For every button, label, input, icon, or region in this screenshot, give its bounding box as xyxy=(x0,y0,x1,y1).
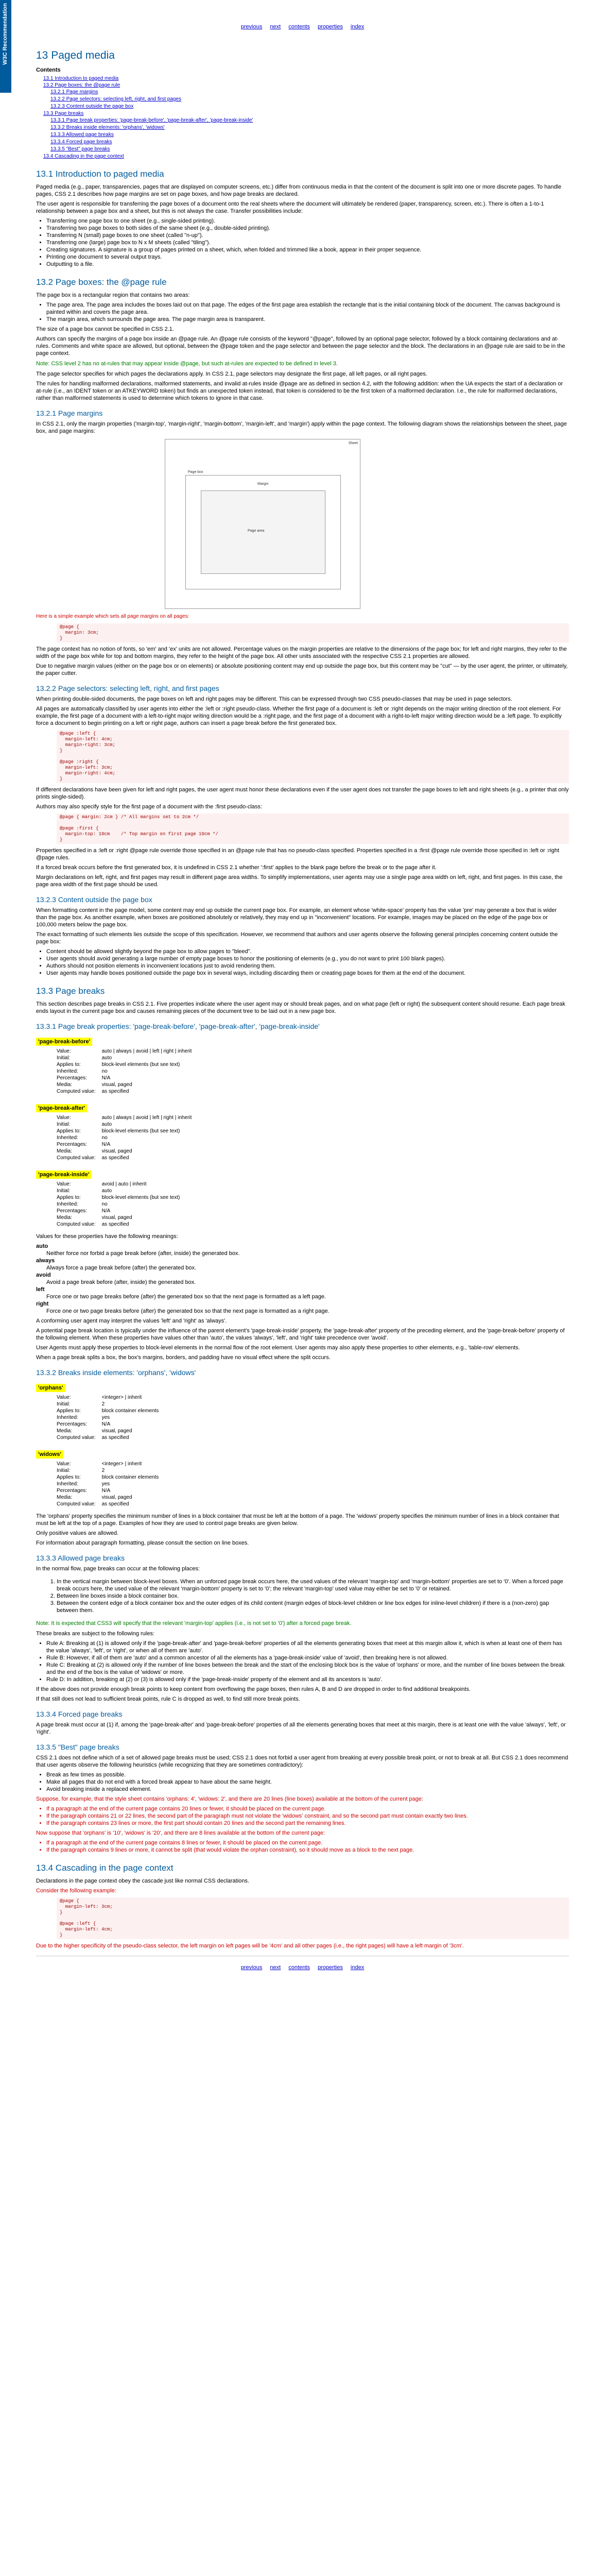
prop-value: block-level elements (but see text) xyxy=(101,1062,180,1067)
paragraph: Values for these properties have the following meanings: xyxy=(36,1233,178,1240)
prop-value: visual, paged xyxy=(101,1428,132,1434)
prop-value: N/A xyxy=(101,1142,111,1147)
prop-value: block container elements xyxy=(101,1408,159,1414)
prop-label: Percentages: xyxy=(57,1075,87,1081)
toc-item xyxy=(50,89,569,96)
nav-next-link[interactable]: next xyxy=(270,1964,281,1971)
prop-label: Inherited: xyxy=(57,1201,78,1207)
list-item: 1. In the vertical margin between block-level boxes. When an unforced page break occurs here, the used values of the relevant 'margin-top' and 'margin-bottom' properties are set to '0'. When a forced page break occurs here, the used value of the relevant 'margin-bottom' property is set to '0'; the relevant 'margin-top' used value may either be set to '0' or retained. xyxy=(57,1578,569,1592)
paragraph: All pages are automatically classified by user agents into either the :left or :right pseudo-class. Whether the first page of a document is :left or :right depends on the major writing direction of the root element. For example, the first page of a document with a left-to-right major writing direction would be a :right page, and the first page of a document with a right-to-left major writing direction would be a :left page. To explicitly force a document to begin printing on a left or right page, authors can insert a page break before the first generated box. xyxy=(36,706,562,726)
prop-label: Computed value: xyxy=(57,1435,96,1440)
prop-label: Initial: xyxy=(57,1401,71,1407)
example-list xyxy=(36,1805,569,1827)
prop-value: visual, paged xyxy=(101,1215,132,1221)
list-item: • Make all pages that do not end with a forced break appear to have about the same height. xyxy=(46,1778,569,1786)
nav-contents-link[interactable]: contents xyxy=(288,1964,310,1971)
list-item: • User agents should avoid generating a large number of empty page boxes to honor the positioning of elements (e.g., you do not want to print 100 blank pages). xyxy=(46,955,569,962)
nav-previous-link[interactable]: previous xyxy=(240,24,263,30)
property-name: 'orphans' xyxy=(36,1384,65,1392)
toc-link[interactable]: 13.1 Introduction to paged media xyxy=(43,76,119,81)
transfer-list xyxy=(36,217,569,268)
paragraph: These breaks are subject to the following rules: xyxy=(36,1631,154,1637)
paragraph: Authors may also specify style for the first page of a document with the :first pseudo-class: xyxy=(36,804,262,810)
prop-value: as specified xyxy=(101,1435,129,1440)
nav-previous-link[interactable]: previous xyxy=(240,1964,263,1971)
list-item: • Printing one document to several output trays. xyxy=(46,253,569,261)
toc-link[interactable]: 13.3.2 Breaks inside elements: 'orphans', 'widows' xyxy=(50,125,165,130)
prop-value: auto xyxy=(101,1055,112,1061)
prop-value: <integer> | inherit xyxy=(101,1395,142,1400)
paragraph: CSS 2.1 does not define which of a set of allowed page breaks must be used; CSS 2.1 does not forbid a user agent from breaking at every possible break point, or not to break at all. But CSS 2.1 does recommend that user agents observe the following heuristics (while recognizing that they are sometimes contradictory): xyxy=(36,1755,568,1768)
property-name: 'widows' xyxy=(36,1450,63,1459)
paragraph: The rules for handling malformed declarations, malformed statements, and invalid at-rules inside @page are as defined in section 4.2, with the following addition: when the UA expects the start of a declaration or at-rule (i.e., an IDENT token or an ATKEYWORD token) but finds an unexpected token instead, that token is considered to be the first token of a malformed declaration. I.e., the rule for malformed declarations, rather than malformed statements is used to determine which tokens to ignore in that case. xyxy=(36,381,563,401)
paragraph: The page selector specifies for which pages the declarations apply. In CSS 2.1, page selectors may designate the first page, all left pages, or all right pages. xyxy=(36,371,427,377)
paragraph: This section describes page breaks in CSS 2.1. Five properties indicate where the user agent may or should break pages, and on what page (left or right) the subsequent content should resume. Each page break ends layout in the current page box and causes remaining pieces of the document tree to be laid out in a new page box. xyxy=(36,1001,565,1014)
toc-link[interactable]: 13.4 Cascading in the page context xyxy=(43,154,124,159)
section-heading-13-2: 13.2 Page boxes: the @page rule xyxy=(36,277,167,287)
prop-value: N/A xyxy=(101,1488,111,1494)
principles-list xyxy=(36,948,569,977)
prop-label: Media: xyxy=(57,1428,73,1434)
prop-value: auto xyxy=(101,1188,112,1194)
paragraph: Margin declarations on left, right, and first pages may result in different page area widths. To simplify implementations, user agents may use a single page area width on left, right, and first pages. In this case, the page area width of the first page should be used. xyxy=(36,874,563,888)
prop-value: 2 xyxy=(101,1468,105,1473)
section-heading-13-3: 13.3 Page breaks xyxy=(36,986,105,996)
prop-label: Value: xyxy=(57,1115,71,1121)
list-item: • If the paragraph contains 23 lines or more, the first part should contain 20 lines and the second part the remaining lines. xyxy=(46,1820,569,1827)
code-block: @page :left { margin-left: 4cm; margin-right: 3cm; } @page :right { margin-left: 3cm; margin-right: 4cm; } xyxy=(57,730,569,783)
paragraph: When formatting content in the page model, some content may end up outside the current page box. For example, an element whose 'white-space' property has the value 'pre' may generate a box that is wider than the page box. As another example, when boxes are positioned absolutely or relatively, they may end up in "inconvenient" locations. For example, images may be placed on the edge of the page box or 100,000 meters below the page box. xyxy=(36,907,557,928)
prop-label: Media: xyxy=(57,1495,73,1500)
list-item: 3. Between the content edge of a block container box and the outer edges of its child content (margin edges of block-level children or line box edges for inline-level children) if there is a (non-zero) gap between them. xyxy=(57,1600,569,1614)
paragraph: User Agents must apply these properties to block-level elements in the normal flow of the root element. User agents may also apply these properties to other elements, e.g., 'table-row' elements. xyxy=(36,1345,520,1351)
prop-value: as specified xyxy=(101,1089,129,1094)
value-term: auto xyxy=(36,1243,48,1249)
prop-label: Value: xyxy=(57,1395,71,1400)
prop-label: Initial: xyxy=(57,1122,71,1127)
toc-link[interactable]: 13.2 Page boxes: the @page rule xyxy=(43,82,120,88)
prop-value: as specified xyxy=(101,1501,129,1507)
page-title: 13 Paged media xyxy=(36,49,115,61)
page-box-list xyxy=(36,301,569,323)
section-heading-13-3-2: 13.3.2 Breaks inside elements: 'orphans', 'widows' xyxy=(36,1368,196,1377)
prop-label: Percentages: xyxy=(57,1421,87,1427)
example-caption: Here is a simple example which sets all page margins on all pages: xyxy=(36,614,189,619)
section-heading-13-4: 13.4 Cascading in the page context xyxy=(36,1863,174,1873)
property-name: 'page-break-after' xyxy=(36,1104,87,1112)
paragraph: Only positive values are allowed. xyxy=(36,1530,119,1536)
prop-label: Applies to: xyxy=(57,1475,81,1480)
prop-value: N/A xyxy=(101,1208,111,1214)
prop-value: auto | always | avoid | left | right | inherit xyxy=(101,1115,192,1121)
section-heading-13-3-4: 13.3.4 Forced page breaks xyxy=(36,1710,123,1718)
paragraph: In the normal flow, page breaks can occur at the following places: xyxy=(36,1566,200,1572)
nav-properties-link[interactable]: properties xyxy=(317,24,343,30)
value-desc: Neither force nor forbid a page break before (after, inside) the generated box. xyxy=(46,1250,240,1257)
prop-label: Initial: xyxy=(57,1468,71,1473)
toc-item xyxy=(50,124,569,131)
section-heading-13-2-3: 13.2.3 Content outside the page box xyxy=(36,895,152,904)
toc-item xyxy=(43,153,569,160)
value-desc: Always force a page break before (after) the generated box. xyxy=(46,1265,197,1271)
list-item: • Break as few times as possible. xyxy=(46,1771,569,1778)
list-item: • Rule D: In addition, breaking at (2) or (3) is allowed only if the 'page-break-inside' property of the element and all its ancestors is 'auto'. xyxy=(46,1676,569,1683)
list-item: • Transferring two page boxes to both sides of the same sheet (e.g., double-sided printing). xyxy=(46,225,569,232)
toc-item xyxy=(50,139,569,146)
paragraph: Properties specified in a :left or :right @page rule override those specified in an @page rule that has no pseudo-class specified. Properties specified in a :first @page rule override those specified in :left or :right @page rules. xyxy=(36,848,560,861)
prop-label: Value: xyxy=(57,1181,71,1187)
paragraph: A conforming user agent may interpret the values 'left' and 'right' as 'always'. xyxy=(36,1318,227,1324)
paragraph: A page break must occur at (1) if, among the 'page-break-after' and 'page-break-before' properties of all the elements generating boxes that meet at this margin, there is at least one with the value 'always', 'left', or 'right'. xyxy=(36,1722,566,1735)
prop-value: visual, paged xyxy=(101,1082,132,1088)
diagram-label: Sheet xyxy=(348,442,358,445)
list-item: 2. Between line boxes inside a block container box. xyxy=(57,1592,569,1600)
prop-value: visual, paged xyxy=(101,1148,132,1154)
diagram-label: Page area xyxy=(248,529,265,533)
prop-label: Applies to: xyxy=(57,1128,81,1134)
list-item: • Transferring one (large) page box to N x M sheets (called "tiling"). xyxy=(46,239,569,246)
prop-label: Media: xyxy=(57,1082,73,1088)
list-item: • The margin area, which surrounds the page area. The page margin area is transparent. xyxy=(46,316,569,323)
paragraph: A potential page break location is typically under the influence of the parent element's 'page-break-inside' property, the 'page-break-after' property of the preceding element, and the 'page-break-before' property of the following element. When these properties have values other than 'auto', the values 'always', 'left', and 'right' take precedence over 'avoid'. xyxy=(36,1328,565,1341)
paragraph: If that still does not lead to sufficient break points, rule C is dropped as well, to find still more break points. xyxy=(36,1696,300,1702)
nav-next-link[interactable]: next xyxy=(270,24,281,30)
prop-label: Applies to: xyxy=(57,1408,81,1414)
section-heading-13-3-5: 13.3.5 "Best" page breaks xyxy=(36,1743,119,1751)
paragraph: Paged media (e.g., paper, transparencies, pages that are displayed on computer screens, etc.) differ from continuous media in that the content of the document is split into one or more discrete pages. To handle pages, CSS 2.1 describes how page margins are set on page boxes, and how page breaks are declared. xyxy=(36,184,562,197)
list-item: • Rule A: Breaking at (1) is allowed only if the 'page-break-after' and 'page-break-before' properties of all the elements generating boxes that meet at this margin allow it, which is when at least one of them has the value 'always', 'left', or 'right', or when all of them are 'auto'. xyxy=(46,1640,569,1654)
paragraph: The 'orphans' property specifies the minimum number of lines in a block container that must be left at the bottom of a page. The 'widows' property specifies the minimum number of lines in a block container that must be left at the top of a page. Examples of how they are used to control page breaks are given below. xyxy=(36,1513,559,1527)
prop-label: Initial: xyxy=(57,1055,71,1061)
property-definition-table xyxy=(57,1048,198,1095)
property-name: 'page-break-inside' xyxy=(36,1171,91,1179)
prop-value: no xyxy=(101,1069,108,1074)
list-item: • User agents may handle boxes positioned outside the page box in several ways, including discarding them or creating page boxes for them at the end of the document. xyxy=(46,970,569,977)
note: Note: CSS level 2 has no at-rules that may appear inside @page, but such at-rules are expected to be defined in level 3. xyxy=(36,361,338,367)
nav-index-link[interactable]: index xyxy=(350,24,365,30)
prop-value: yes xyxy=(101,1481,110,1487)
table-of-contents xyxy=(36,75,569,160)
bottom-nav xyxy=(36,1964,569,1971)
toc-link[interactable]: 13.3 Page breaks xyxy=(43,111,84,116)
prop-value: N/A xyxy=(101,1075,111,1081)
example-text: Consider the following example: xyxy=(36,1888,116,1894)
prop-label: Inherited: xyxy=(57,1135,78,1141)
property-definition-table xyxy=(57,1114,198,1161)
heuristics-list xyxy=(36,1771,569,1793)
diagram-label: Page box xyxy=(188,470,203,474)
list-item: • Authors should not position elements in inconvenient locations just to avoid rendering them. xyxy=(46,962,569,970)
list-item: • Transferring N (small) page boxes to one sheet (called "n-up"). xyxy=(46,232,569,239)
list-item: • If the paragraph contains 21 or 22 lines, the second part of the paragraph must not violate the 'widows' constraint, and so the second part must contain exactly two lines. xyxy=(46,1812,569,1820)
paragraph: The page context has no notion of fonts, so 'em' and 'ex' units are not allowed. Percentage values on the margin properties are relative to the dimensions of the page box; for left and right margins, they refer to the width of the page box while for top and bottom margins, they refer to the height of the page box. All other units associated with the respective CSS 2.1 properties are allowed. xyxy=(36,646,567,659)
toc-link[interactable]: 13.3.1 Page break properties: 'page-break-before', 'page-break-after', 'page-break-inside' xyxy=(50,117,253,123)
section-heading-13-2-2: 13.2.2 Page selectors: selecting left, right, and first pages xyxy=(36,684,219,692)
prop-value: block-level elements (but see text) xyxy=(101,1195,180,1200)
prop-label: Value: xyxy=(57,1461,71,1467)
paragraph: Due to negative margin values (either on the page box or on elements) or absolute positioning content may end up outside the page box, but this content may be "cut" — by the user agent, the printer, or ultimately, the paper cutter. xyxy=(36,663,568,676)
prop-value: N/A xyxy=(101,1421,111,1427)
list-item: • If a paragraph at the end of the current page contains 8 lines or fewer, it should be placed on the current page. xyxy=(46,1839,569,1846)
value-term: avoid xyxy=(36,1272,51,1278)
list-item: • Transferring one page box to one sheet (e.g., single-sided printing). xyxy=(46,217,569,225)
paragraph: Declarations in the page context obey the cascade just like normal CSS declarations. xyxy=(36,1878,249,1884)
code-block: @page { margin: 2cm } /* All margins set to 2cm */ @page :first { margin-top: 10cm /* Top margin on first page 10cm */ } xyxy=(57,814,569,844)
prop-value: as specified xyxy=(101,1222,129,1227)
toc-link[interactable]: 13.3.3 Allowed page breaks xyxy=(50,132,114,138)
value-desc: Avoid a page break before (after, inside) the generated box. xyxy=(46,1279,196,1285)
contents-heading: Contents xyxy=(36,67,61,73)
toc-link[interactable]: 13.2.1 Page margins xyxy=(50,89,98,95)
section-heading-13-1: 13.1 Introduction to paged media xyxy=(36,169,164,179)
prop-label: Computed value: xyxy=(57,1089,96,1094)
prop-value: avoid | auto | inherit xyxy=(101,1181,147,1187)
prop-label: Media: xyxy=(57,1148,73,1154)
example-list xyxy=(36,1839,569,1854)
prop-value: no xyxy=(101,1201,108,1207)
paragraph: For information about paragraph formatting, please consult the section on line boxes. xyxy=(36,1540,249,1546)
prop-label: Value: xyxy=(57,1048,71,1054)
paragraph: The size of a page box cannot be specified in CSS 2.1. xyxy=(36,326,174,332)
break-rules-list xyxy=(36,1640,569,1683)
page-margins-diagram xyxy=(165,439,360,609)
property-definition-table xyxy=(57,1461,165,1507)
prop-value: <integer> | inherit xyxy=(101,1461,142,1467)
list-item: • Content should be allowed slightly beyond the page box to allow pages to "bleed". xyxy=(46,948,569,955)
top-nav xyxy=(36,0,569,30)
nav-properties-link[interactable]: properties xyxy=(317,1964,343,1971)
prop-value: block container elements xyxy=(101,1475,159,1480)
prop-value: as specified xyxy=(101,1155,129,1161)
prop-label: Computed value: xyxy=(57,1222,96,1227)
value-term: left xyxy=(36,1286,45,1293)
nav-index-link[interactable]: index xyxy=(350,1964,365,1971)
prop-label: Inherited: xyxy=(57,1069,78,1074)
section-heading-13-2-1: 13.2.1 Page margins xyxy=(36,409,103,417)
nav-contents-link[interactable]: contents xyxy=(288,24,310,30)
example-text: Now suppose that 'orphans' is '10', 'widows' is '20', and there are 8 lines available at the bottom of the current page: xyxy=(36,1830,325,1836)
prop-value: yes xyxy=(101,1415,110,1420)
value-desc: Force one or two page breaks before (after) the generated box so that the next page is formatted as a right page. xyxy=(46,1308,330,1314)
property-name: 'page-break-before' xyxy=(36,1038,92,1046)
toc-link[interactable]: 13.3.5 "Best" page breaks xyxy=(50,146,110,152)
page-content xyxy=(36,0,569,1971)
section-heading-13-3-1: 13.3.1 Page break properties: 'page-break-before', 'page-break-after', 'page-break-inside' xyxy=(36,1022,320,1030)
prop-label: Initial: xyxy=(57,1188,71,1194)
prop-label: Applies to: xyxy=(57,1062,81,1067)
diagram-page-area xyxy=(201,490,325,574)
toc-item xyxy=(50,131,569,139)
prop-value: auto | always | avoid | left | right | inherit xyxy=(101,1048,192,1054)
toc-link[interactable]: 13.3.4 Forced page breaks xyxy=(50,139,112,145)
list-item: • Rule C: Breaking at (2) is allowed only if the number of line boxes between the break and the start of the enclosing block box is the value of 'orphans' or more, and the number of line boxes between the break and the end of the box is the value of 'widows' or more. xyxy=(46,1662,569,1676)
list-item: • The page area. The page area includes the boxes laid out on that page. The edges of the first page area establish the rectangle that is the initial containing block of the document. The canvas background is painted within and covers the page area. xyxy=(46,301,569,316)
paragraph: If different declarations have been given for left and right pages, the user agent must honor these declarations even if the user agent does not transfer the page boxes to left and right sheets (e.g., a printer that only prints single-sided). xyxy=(36,787,569,800)
prop-value: 2 xyxy=(101,1401,105,1407)
toc-item xyxy=(50,117,569,124)
prop-value: no xyxy=(101,1135,108,1141)
sidebar-label: W3C Recommendation xyxy=(2,3,8,65)
list-item: • Avoid breaking inside a replaced element. xyxy=(46,1786,569,1793)
value-definitions xyxy=(36,1243,569,1315)
value-desc: Force one or two page breaks before (after) the generated box so that the next page is formatted as a left page. xyxy=(46,1294,326,1300)
code-block: @page { margin: 3cm; } xyxy=(57,623,569,642)
list-item: • If a paragraph at the end of the current page contains 20 lines or fewer, it should be placed on the current page. xyxy=(46,1805,569,1812)
prop-label: Percentages: xyxy=(57,1208,87,1214)
prop-label: Percentages: xyxy=(57,1142,87,1147)
toc-item xyxy=(43,75,569,82)
code-block: @page { margin-left: 3cm; } @page :left { margin-left: 4cm; } xyxy=(57,1897,569,1939)
paragraph: The exact formatting of such elements lies outside the scope of this specification. However, we recommend that authors and user agents observe the following general principles concerning content outside the page box: xyxy=(36,931,558,945)
paragraph: In CSS 2.1, only the margin properties ('margin-top', 'margin-right', 'margin-bottom', 'margin-left', and 'margin') apply within the page context. The following diagram shows the relationships between the sheet, page box, and page margins: xyxy=(36,421,567,434)
toc-item xyxy=(50,96,569,103)
prop-value: auto xyxy=(101,1122,112,1127)
paragraph: If the above does not provide enough break points to keep content from overflowing the page boxes, then rules A, B and D are dropped in order to find additional breakpoints. xyxy=(36,1686,471,1692)
list-item: • If the paragraph contains 9 lines or more, it cannot be split (that would violate the orphan constraint), so it should move as a block to the next page. xyxy=(46,1846,569,1854)
value-term: always xyxy=(36,1258,55,1264)
toc-item xyxy=(50,103,569,110)
prop-label: Computed value: xyxy=(57,1501,96,1507)
example-text: Suppose, for example, that the style sheet contains 'orphans: 4', 'widows: 2', and there are 20 lines (line boxes) available at the bottom of the current page: xyxy=(36,1796,423,1802)
paragraph: When a page break splits a box, the box's margins, borders, and padding have no visual effect where the split occurs. xyxy=(36,1354,331,1361)
prop-label: Percentages: xyxy=(57,1488,87,1494)
list-item: • Outputting to a file. xyxy=(46,261,569,268)
prop-value: block-level elements (but see text) xyxy=(101,1128,180,1134)
break-places-list xyxy=(36,1578,569,1614)
prop-label: Media: xyxy=(57,1215,73,1221)
toc-link[interactable]: 13.2.2 Page selectors: selecting left, right, and first pages xyxy=(50,96,182,102)
w3c-sidebar-logo[interactable] xyxy=(0,0,11,93)
prop-label: Computed value: xyxy=(57,1155,96,1161)
toc-item xyxy=(43,82,569,110)
list-item: • Creating signatures. A signature is a group of pages printed on a sheet, which, when folded and trimmed like a book, appear in their proper sequence. xyxy=(46,246,569,253)
paragraph: If a forced break occurs before the first generated box, it is undefined in CSS 2.1 whether ':first' applies to the blank page before the break or to the page after it. xyxy=(36,865,437,871)
prop-label: Inherited: xyxy=(57,1415,78,1420)
prop-value: visual, paged xyxy=(101,1495,132,1500)
property-definition-table xyxy=(57,1181,186,1228)
toc-link[interactable]: 13.2.3 Content outside the page box xyxy=(50,104,134,109)
paragraph: The user agent is responsible for transferring the page boxes of a document onto the real sheets where the document will ultimately be rendered (paper, transparency, screen, etc.). There is often a 1-to-1 relationship between a page box and a sheet, but this is not always the case. Transfer possibilities include: xyxy=(36,201,544,214)
paragraph: The page box is a rectangular region that contains two areas: xyxy=(36,292,190,298)
list-item: • Rule B: However, if all of them are 'auto' and a common ancestor of all the elements has a 'page-break-inside' value of 'avoid', then breaking here is not allowed. xyxy=(46,1654,569,1662)
paragraph: Authors can specify the margins of a page box inside an @page rule. An @page rule consists of the keyword "@page", followed by an optional page selector, followed by a block containing declarations and at-rules. Comments and white space are allowed, but optional, between the @page token and the page selector and between the page selector and the block. The declarations in an @page rule are said to be in the page context. xyxy=(36,336,565,357)
prop-label: Inherited: xyxy=(57,1481,78,1487)
paragraph: When printing double-sided documents, the page boxes on left and right pages may be different. This can be expressed through two CSS pseudo-classes that may be used in page selectors. xyxy=(36,696,512,702)
diagram-label: Margin xyxy=(257,482,269,486)
toc-item xyxy=(50,146,569,153)
property-definition-table xyxy=(57,1394,165,1441)
example-text: Due to the higher specificity of the pseudo-class selector, the left margin on left pages will be '4cm' and all other pages (i.e., the right pages) will have a left margin of '3cm'. xyxy=(36,1943,464,1949)
prop-label: Applies to: xyxy=(57,1195,81,1200)
section-heading-13-3-3: 13.3.3 Allowed page breaks xyxy=(36,1554,125,1562)
toc-item xyxy=(43,110,569,153)
note: Note: It is expected that CSS3 will specify that the relevant 'margin-top' applies (i.e., is not set to '0') after a forced page break. xyxy=(36,1620,352,1626)
value-term: right xyxy=(36,1301,49,1307)
